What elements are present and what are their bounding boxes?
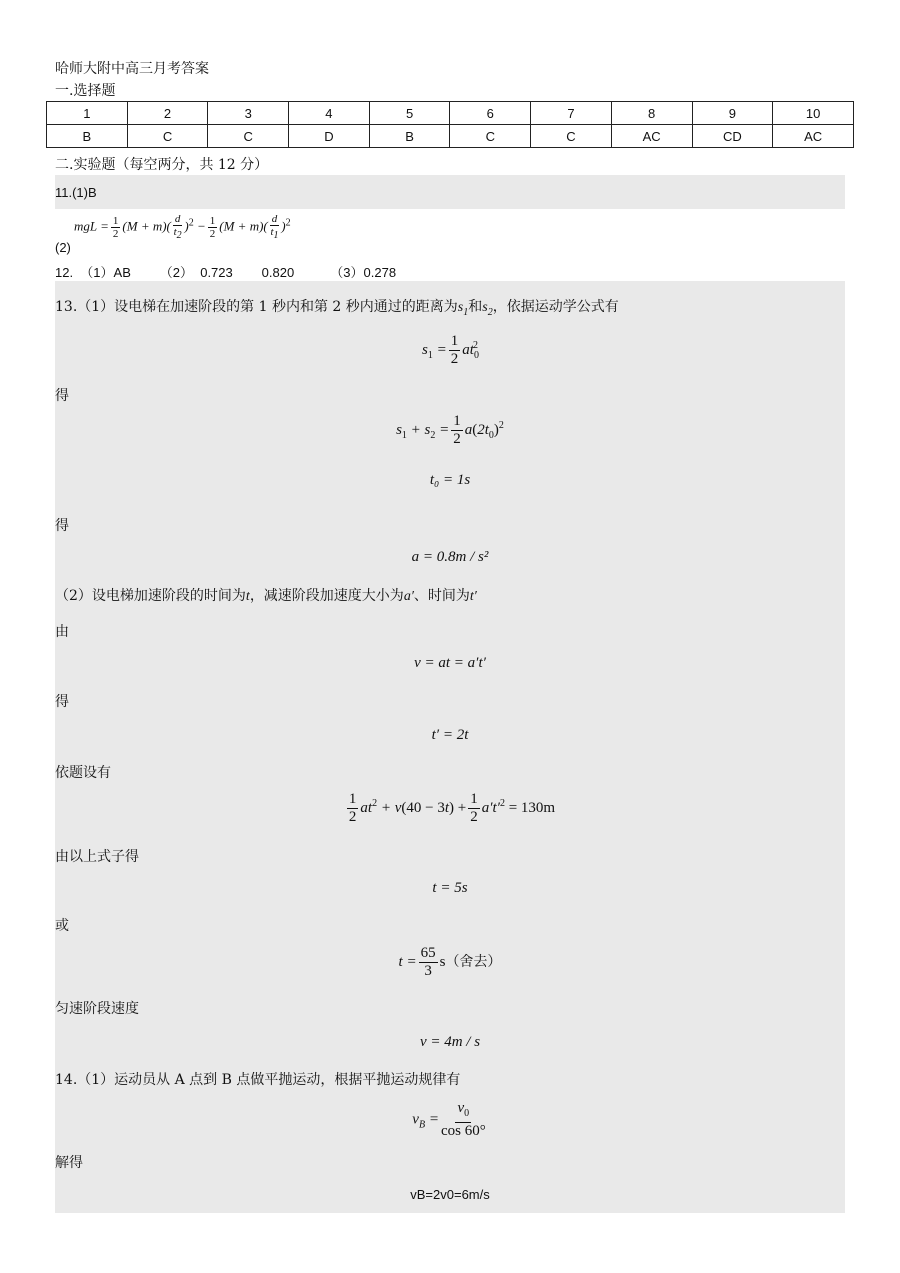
equation-t5: t = 5s — [432, 880, 468, 896]
equation-t0: t₀ = 1s — [429, 472, 471, 488]
q13-de-3: 得 — [55, 694, 69, 710]
highlight-band — [55, 175, 845, 209]
q13-intro-tail: ，依据运动学公式有 — [492, 299, 619, 315]
q13-yiti: 依题设有 — [55, 765, 111, 781]
equation-s1: $s_1$ = $\frac{1}{2}$ $at_0^2$ — [422, 333, 479, 367]
q13-part2-mid: ，减速阶段加速度大小为 — [249, 588, 404, 604]
table-cell: 2 — [127, 102, 208, 125]
table-cell: AC — [773, 125, 854, 148]
section2-title: 二.实验题（每空两分，共 12 分） — [55, 157, 269, 173]
q13-intro: 13.（1）设电梯在加速阶段的第 1 秒内和第 2 秒内通过的距离为$s_1$和$s_2$，依据运动学公式有 — [55, 299, 619, 318]
table-cell: 1 — [47, 102, 128, 125]
q13-huo: 或 — [55, 918, 69, 934]
answer-table-numbers-row — [47, 102, 854, 125]
q13-yunsu: 匀速阶段速度 — [55, 1001, 139, 1017]
table-cell: 4 — [289, 102, 370, 125]
answer-table — [46, 101, 854, 148]
equation-s1-s2: $s_1 + s_2$ = $\frac{1}{2}$ $a(2t_0)^2$ — [396, 413, 504, 447]
table-cell: 5 — [369, 102, 450, 125]
q13-part2-tail: 、时间为 — [413, 588, 470, 604]
q11-part2-label: (2) — [55, 240, 71, 255]
answer-table-answers-row — [47, 125, 854, 148]
q14-intro: 14.（1）运动员从 A 点到 B 点做平抛运动，根据平抛运动规律有 — [55, 1072, 461, 1088]
equation-v-at: v = at = a′t′ — [414, 655, 486, 671]
table-cell: D — [289, 125, 370, 148]
table-cell: B — [47, 125, 128, 148]
q13-you: 由 — [55, 624, 69, 640]
equation-vb: $v_B$ = $\frac{v_0}{\cos 60^\circ}$ — [412, 1100, 486, 1139]
q13-intro-text: 13.（1）设电梯在加速阶段的第 1 秒内和第 2 秒内通过的距离为 — [55, 299, 458, 315]
document-title: 哈师大附中高三月考答案 — [55, 61, 209, 77]
q11-equation: mgL = $\frac{1}{2}$ (M + m)( $\frac{d}{t_2}$ )$^2$ − $\frac{1}{2}$ (M + m)( $\frac{d}{t_1}$ )$^2$ — [74, 213, 291, 242]
equation-a: a = 0.8m / s² — [411, 549, 489, 565]
equation-vb-result: vB=2v0=6m/s — [410, 1187, 490, 1202]
q13-de-1: 得 — [55, 388, 69, 404]
table-cell: 6 — [450, 102, 531, 125]
table-cell: 9 — [692, 102, 773, 125]
table-cell: 10 — [773, 102, 854, 125]
equation-t-prime: t′ = 2t — [431, 727, 469, 743]
section1-title: 一.选择题 — [55, 83, 116, 99]
q11-part1: 11.(1)B — [55, 185, 97, 200]
q13-part2-intro: （2）设电梯加速阶段的时间为t，减速阶段加速度大小为a′、时间为t′ — [55, 588, 477, 604]
equation-v4: v = 4m / s — [419, 1034, 481, 1050]
q13-de-2: 得 — [55, 518, 69, 534]
table-cell: 8 — [611, 102, 692, 125]
table-cell: C — [531, 125, 612, 148]
table-cell: 7 — [531, 102, 612, 125]
table-cell: AC — [611, 125, 692, 148]
table-cell: C — [208, 125, 289, 148]
table-cell: CD — [692, 125, 773, 148]
equation-t65-note: （舍去） — [445, 953, 502, 970]
table-cell: C — [450, 125, 531, 148]
q13-intro-and: 和 — [468, 299, 483, 315]
equation-t65: t = $\frac{65}{3}$ s（舍去） — [398, 945, 502, 979]
q13-part2-text: （2）设电梯加速阶段的时间为 — [55, 588, 246, 604]
q14-jiede: 解得 — [55, 1155, 83, 1171]
q13-yishang: 由以上式子得 — [55, 849, 139, 865]
equation-total-result: = 130m — [508, 799, 556, 816]
table-cell: C — [127, 125, 208, 148]
table-cell: 3 — [208, 102, 289, 125]
equation-total-distance: $\frac{1}{2}$ $at^2 + v(40 - 3t)$ + $\frac{1}{2}$ $a't'^2 = 130m$ — [348, 791, 556, 825]
table-cell: B — [369, 125, 450, 148]
q12-answers: 12. （1）AB （2） 0.723 0.820 （3）0.278 — [55, 265, 397, 280]
